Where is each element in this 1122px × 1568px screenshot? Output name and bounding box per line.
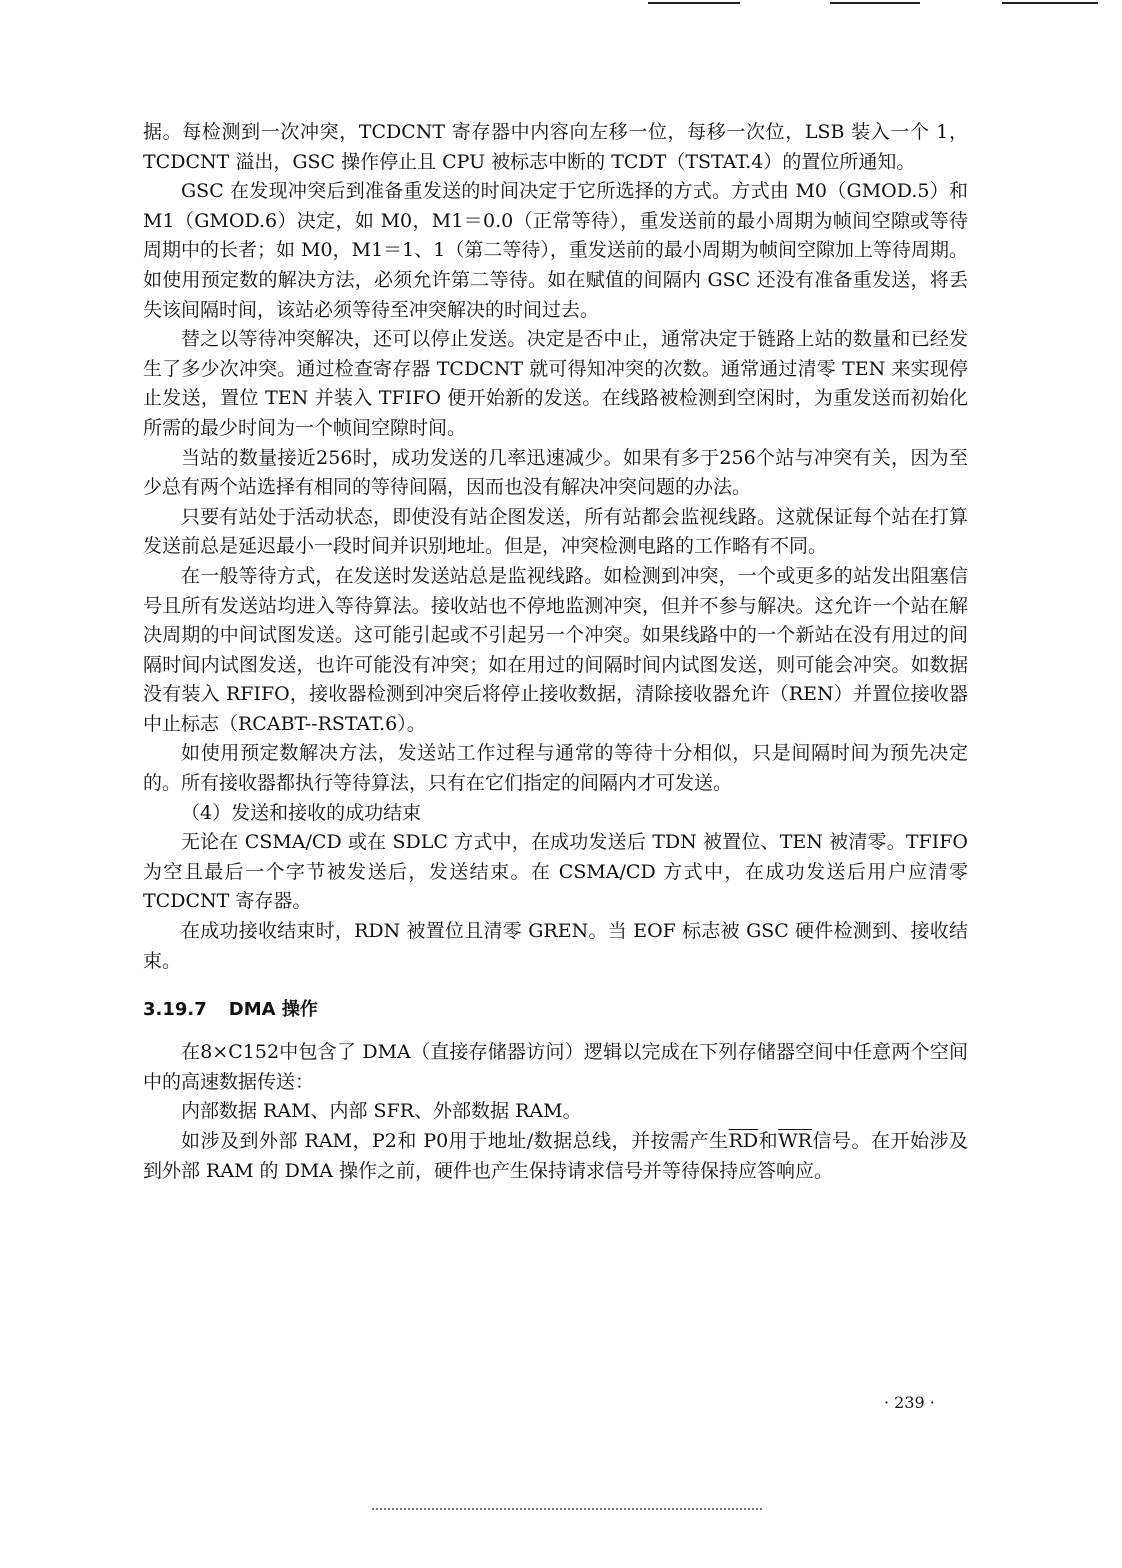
paragraph: 在8×C152中包含了 DMA（直接存储器访问）逻辑以完成在下列存储器空间中任意两个空间中的高速数据传送：: [143, 1041, 968, 1093]
rd-signal: $\overline{RD}$: [728, 1130, 759, 1152]
paragraph: 在一般等待方式，在发送时发送站总是监视线路。如检测到冲突，一个或更多的站发出阻塞信号且所有发送站均进入等待算法。接收站也不停地监测冲突，但并不参与解决。这允许一个站在解决周期的中间试图发送。这可能引起或不引起另一个冲突。如果线路中的一个新站在没有用过的间隔时间内试图发送，也许可能没有冲突；如在用过的间隔时间内试图发送，则可能会冲突。如数据没有装入 RFIFO，接收器检测到冲突后将停止接收数据，清除接收器允许（REN）并置位接收器中止标志（RCABT--RSTAT.6）。: [143, 564, 968, 735]
page-number: · 239 ·: [884, 1393, 935, 1412]
text-run: 如涉及到外部 RAM，P2和 P0用于地址/数据总线，并按需产生: [181, 1130, 729, 1152]
paragraph: 如使用预定数解决方法，发送站工作过程与通常的等待十分相似，只是间隔时间为预先决定的。所有接收器都执行等待算法，只有在它们指定的间隔内才可发送。: [143, 742, 968, 795]
top-scan-rule: [1002, 2, 1098, 4]
page-body: [143, 118, 968, 1186]
subsection-heading: （4）发送和接收的成功结束: [181, 801, 422, 824]
paragraph: 在成功接收结束时，RDN 被置位且清零 GREN。当 EOF 标志被 GSC 硬件检测到、接收结束。: [143, 920, 968, 972]
paragraph: 据。每检测到一次冲突，TCDCNT 寄存器中内容向左移一位，每移一次位，LSB 装入一个 1，TCDCNT 溢出，GSC 操作停止且 CPU 被标志中断的 TCDT（TSTAT.4）的置位所通知。: [143, 121, 968, 173]
section-heading: [143, 998, 968, 1022]
top-scan-rule: [830, 2, 920, 4]
paragraph: 内部数据 RAM、内部 SFR、外部数据 RAM。: [181, 1100, 582, 1123]
paragraph: 当站的数量接近256时，成功发送的几率迅速减少。如果有多于256个站与冲突有关，因为至少总有两个站选择有相同的等待间隔，因而也没有解决冲突问题的办法。: [143, 446, 968, 499]
top-scan-rule: [648, 2, 740, 4]
text-run: 和: [758, 1130, 779, 1152]
paragraph: GSC 在发现冲突后到准备重发送的时间决定于它所选择的方式。方式由 M0（GMOD.5）和 M1（GMOD.6）决定，如 M0，M1＝0.0（正常等待），重发送前的最小周期为帧间空隙或等待周期中的长者；如 M0，M1＝1、1（第二等待），重发送前的最小周期为帧间空隙加上等待周期。如使用预定数的解决方法，必须允许第二等待。如在赋值的间隔内 GSC 还没有准备重发送，将丢失该间隔时间，该站必须等待至冲突解决的时间过去。: [143, 180, 968, 321]
bottom-scan-line: [372, 1508, 762, 1511]
paragraph: [143, 1127, 968, 1186]
wr-signal: $\overline{WR}$: [778, 1130, 812, 1152]
paragraph: 无论在 CSMA/CD 或在 SDLC 方式中，在成功发送后 TDN 被置位、TEN 被清零。TFIFO 为空且最后一个字节被发送后，发送结束。在 CSMA/CD 方式中，在成功发送后用户应清零 TCDCNT 寄存器。: [143, 831, 968, 913]
text-run: 信号。在开始涉及到外部 RAM 的 DMA 操作之前，硬件也产生保持请求信号并等待保持应答响应。: [143, 1130, 968, 1182]
section-title: DMA 操作: [228, 999, 318, 1021]
section-number: 3.19.7: [143, 999, 207, 1021]
paragraph: 替之以等待冲突解决，还可以停止发送。决定是否中止，通常决定于链路上站的数量和已经发生了多少次冲突。通过检查寄存器 TCDCNT 就可得知冲突的次数。通常通过清零 TEN 来实现停止发送，置位 TEN 并装入 TFIFO 便开始新的发送。在线路被检测到空闲时，为重发送而初始化所需的最少时间为一个帧间空隙时间。: [143, 328, 968, 439]
paragraph: 只要有站处于活动状态，即使没有站企图发送，所有站都会监视线路。这就保证每个站在打算发送前总是延迟最小一段时间并识别地址。但是，冲突检测电路的工作略有不同。: [143, 505, 968, 558]
